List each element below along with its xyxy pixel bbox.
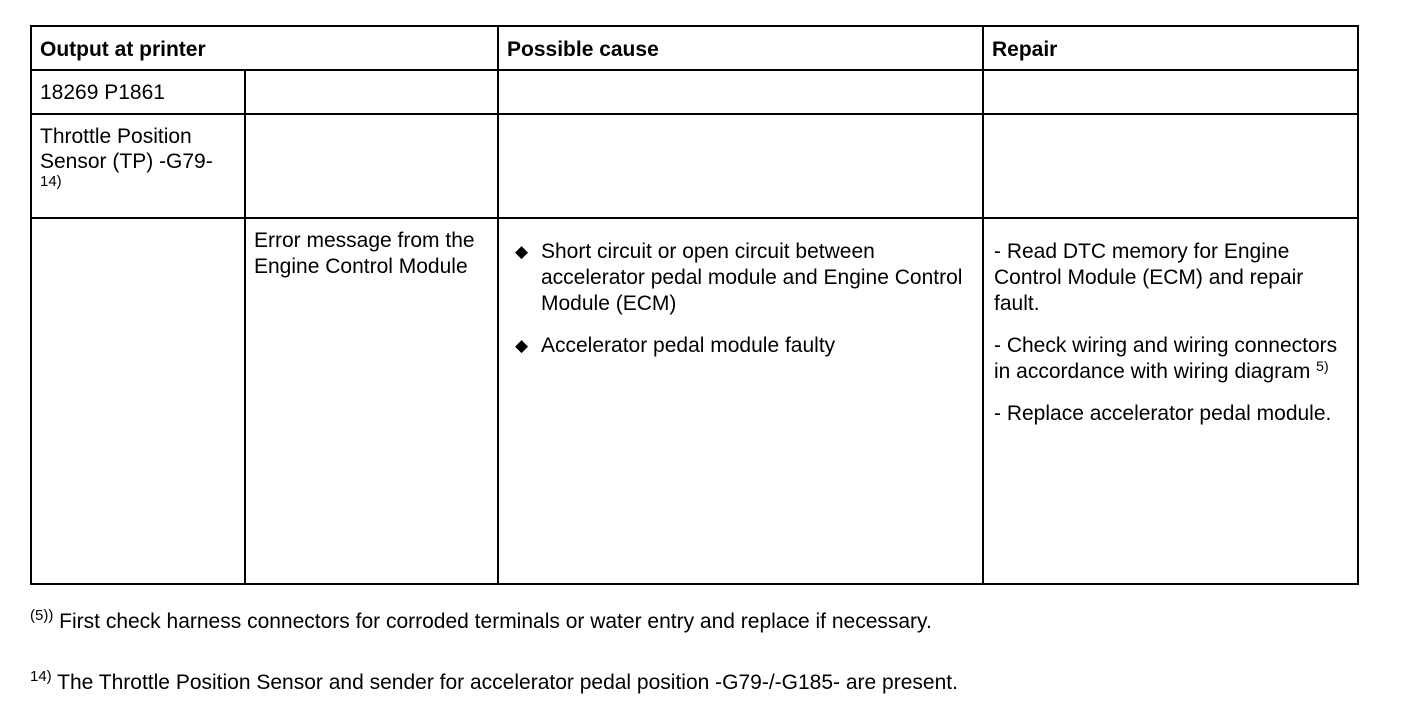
dtc-code: 18269 P1861 [40,81,165,104]
cause-text: Short circuit or open circuit between accelerator pedal module and Engine Control Module (ECM) [541,240,963,315]
repair-text: - Read DTC memory for Engine Control Module (ECM) and repair fault. [994,240,1304,315]
repair-cell [983,218,1358,584]
header-cause: Possible cause [498,26,983,70]
empty-cell [245,70,498,114]
footnote-text: First check harness connectors for corroded terminals or water entry and replace if necessary. [59,610,932,633]
header-repair: Repair [983,26,1358,70]
footnote-14 [30,670,958,696]
footnote-ref: (5)) [30,607,54,624]
empty-cell [983,114,1358,218]
list-item [515,333,972,359]
table-row-detail [31,218,1358,584]
repair-list [984,219,1357,427]
footnote-text: The Throttle Position Sensor and sender for accelerator pedal position -G79-/-G185- are present. [57,671,958,694]
repair-text: - Replace accelerator pedal module. [994,402,1332,425]
sensor-footnote-ref: 14) [40,173,62,190]
dtc-table [30,25,1359,585]
list-item [515,239,972,317]
repair-text: - Check wiring and wiring connectors in accordance with wiring diagram [994,334,1338,383]
empty-cell [498,114,983,218]
header-output: Output at printer [31,26,498,70]
footnote-ref: 14) [30,668,52,685]
diamond-bullet-icon: ◆ [515,242,529,261]
error-message: Error message from the Engine Control Module [254,229,475,278]
cause-cell [498,218,983,584]
table-row-code [31,70,1358,114]
sensor-cell [31,114,245,218]
empty-cell [983,70,1358,114]
table-row-sensor [31,114,1358,218]
sensor-name: Throttle Position Sensor (TP) -G79- [40,125,213,173]
list-item [994,239,1343,317]
cause-list [499,219,982,359]
empty-cell [31,218,245,584]
cause-text: Accelerator pedal module faulty [541,334,836,357]
error-message-cell [245,218,498,584]
code-cell [31,70,245,114]
empty-cell [245,114,498,218]
list-item [994,401,1343,427]
diamond-bullet-icon: ◆ [515,336,529,355]
list-item [994,333,1343,385]
repair-footnote-ref: 5) [1316,358,1329,374]
empty-cell [498,70,983,114]
header-row [31,26,1358,70]
footnote-5 [30,609,932,635]
